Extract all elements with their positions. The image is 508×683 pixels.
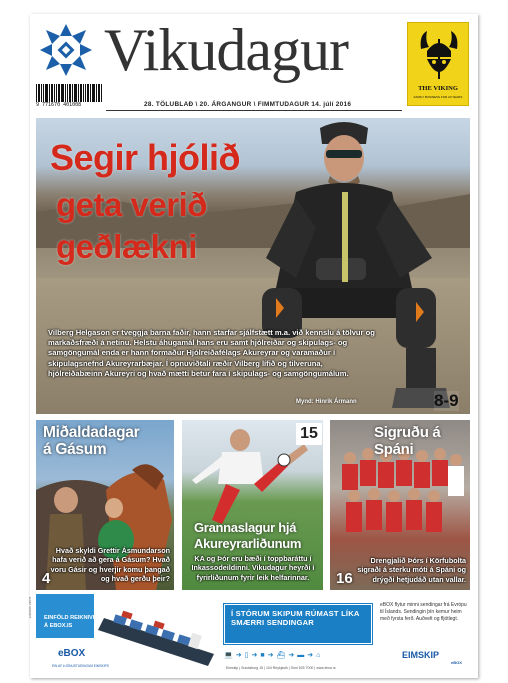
teaser-1-page: 4	[42, 570, 51, 587]
arrow-icon: ➜	[288, 652, 295, 659]
main-headline-line-2: geta verið	[56, 186, 207, 223]
barcode-number: 9 771670 401008	[36, 102, 82, 108]
ebox-advert[interactable]	[36, 594, 470, 674]
teaser-2-headline-line-2: Akureyrarliðunum	[194, 536, 302, 551]
main-story-caption: Vilberg Helgason er tveggja barna faðir, hann starfar sjálfstætt m.a. við kennslu á tölvur og markaðsfræði á netinu. Helstu áhugamál hans eru samt hjólreiðar og skipulags- og samgöngumál enda er hann formaður Hjólreiðafélags Akureyrar og varamaður í skipulagsnefnd Akureyrarbæjar. Í opnuviðtali ræðir Vilberg lífið og tilveruna, hjólreiðabæinn Akureyri og hvað mætti betur fara í skipulags- og samgöngumálum.	[48, 328, 375, 378]
issue-line: 28. TÖLUBLAÐ \ 20. ÁRGANGUR \ FIMMTUDAGUR 14. júlí 2016	[144, 101, 352, 108]
ad-footer: Eimskip | Sundaborg 15 | 104 Reykjavík | Sími 525 7000 | www.ebox.is	[226, 666, 336, 670]
teaser-midaldadagar[interactable]	[36, 420, 174, 590]
teaser-1-headline-line-1: Miðaldadagar	[43, 424, 140, 441]
barcode	[36, 80, 102, 102]
masthead-divider	[106, 110, 402, 111]
box-icon: ■	[260, 651, 265, 659]
teaser-1-headline-line-2: á Gásum	[43, 441, 107, 458]
teaser-2-page: 15	[296, 423, 322, 445]
laptop-icon: 💻	[224, 652, 233, 659]
viking-subtitle: FAMILY BUSINESS FOR 20 YEARS	[413, 95, 463, 99]
arrow-icon: ➜	[251, 652, 258, 659]
ad-left-text: EINFÖLD REIKNIVÉL Á EBOX.IS	[44, 615, 100, 629]
eimskip-logo[interactable]: EIMSKIP	[402, 650, 440, 660]
photo-credit: Mynd: Hinrik Ármann	[296, 399, 357, 405]
newspaper-front-page	[30, 14, 478, 678]
arrow-icon: ➜	[267, 652, 274, 659]
arrow-icon: ➜	[235, 652, 242, 659]
ebox-logo[interactable]: eBOX	[58, 648, 100, 660]
phone-icon: ▯	[244, 652, 249, 659]
ad-side-code: EIMSKIP 29078	[28, 596, 32, 618]
eimskip-subtitle: eBOX	[451, 660, 462, 665]
teaser-2-text: KA og Þór eru bæði í toppbaráttu í Inkassodeildinni. Vikudagur heyrði í fyrirliðunum fyrir leik helfarinnar.	[191, 554, 315, 582]
teaser-2-headline-line-1: Grannaslagur hjá	[194, 520, 297, 535]
arrow-icon: ➜	[307, 652, 314, 659]
teaser-3-headline: Sigruðu á Spáni	[374, 424, 441, 458]
ad-banner	[224, 604, 372, 644]
teaser-grannaslagur[interactable]	[182, 420, 323, 590]
main-story[interactable]	[36, 118, 470, 414]
container-ship-icon	[94, 594, 224, 674]
main-headline-line-3: geðlækni	[56, 228, 197, 265]
teaser-3-text: Drengjalið Þórs í Körfubolta sigraði á sterku móti á Spáni og drýgði hetjudáð utan vallar.	[357, 556, 466, 584]
teaser-sigrudu-a-spani[interactable]	[330, 420, 470, 590]
ad-banner-text: Í STÓRUM SKIPUM RÚMAST LÍKA SMÆRRI SENDINGAR	[231, 609, 360, 627]
truck-icon: ▬	[297, 651, 305, 659]
viking-helmet-icon	[417, 29, 461, 85]
ship-icon: ⛴	[276, 652, 286, 659]
ebox-subtitle: EIN AF ÞJÓNUSTUEINGUM EIMSKIPS	[52, 664, 109, 668]
masthead-title: Vikudagur	[104, 17, 349, 83]
ad-copy: eBOX flytur minni sendingar frá Evrópu til Íslands. Sendingin þín kemur heim með fyrsta ferð. Auðvelt og fljótlegt.	[380, 602, 467, 622]
teaser-1-text: Hvað skyldi Grettir Ásmundarson hafa verið að gera á Gásum? Hvað voru Gásir og hverjir komu þangað og hvað gerðu þeir?	[50, 546, 170, 583]
viking-name: THE VIKING	[418, 85, 458, 92]
main-story-page-ref: 8-9	[434, 391, 459, 410]
main-headline-line-1: Segir hjólið	[50, 137, 241, 178]
ad-process-icons	[224, 648, 372, 662]
house-icon: ⌂	[316, 651, 321, 659]
teaser-3-page: 16	[336, 570, 353, 587]
viking-ad-box[interactable]	[407, 22, 469, 106]
star-logo-icon	[38, 22, 94, 78]
